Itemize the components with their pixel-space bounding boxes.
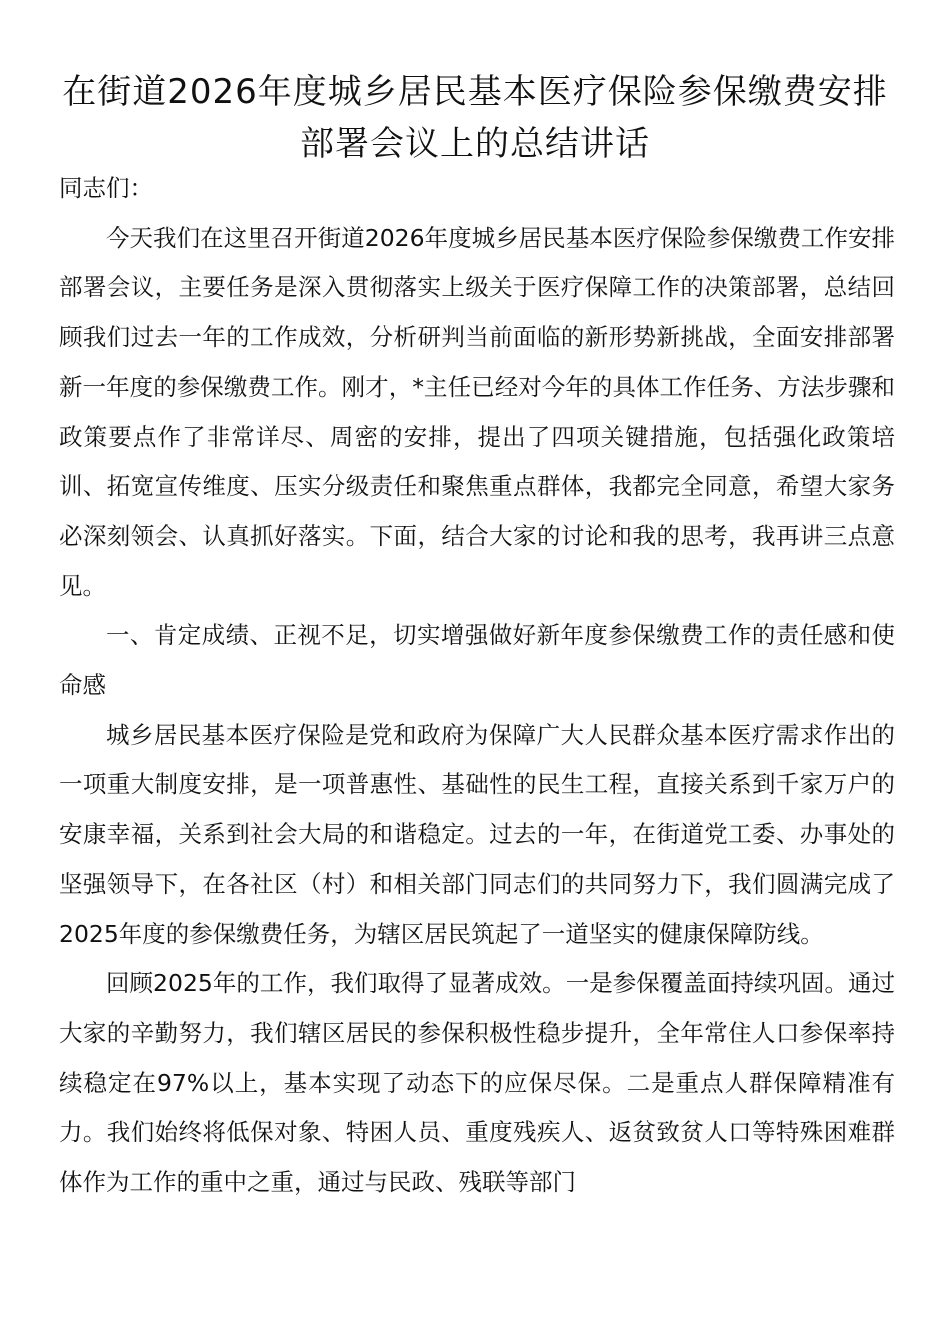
paragraph-review: 回顾2025年的工作，我们取得了显著成效。一是参保覆盖面持续巩固。通过大家的辛勤努力，我们辖区居民的参保积极性稳步提升，全年常住人口参保率持续稳定在97%以上，基本实现了动态下的应保尽保。二是重点人群保障精准有力。我们始终将低保对象、特困人员、重度残疾人、返贫致贫人口等特殊困难群体作为工作的重中之重，通过与民政、残联等部门 — [59, 969, 895, 1197]
salutation: 同志们： — [59, 174, 153, 202]
paragraph-significance: 城乡居民基本医疗保险是党和政府为保障广大人民群众基本医疗需求作出的一项重大制度安排，是一项普惠性、基础性的民生工程，直接关系到千家万户的安康幸福，关系到社会大局的和谐稳定。过去的一年，在街道党工委、办事处的坚强领导下，在各社区（村）和相关部门同志们的共同努力下，我们圆满完成了2025年度的参保缴费任务，为辖区居民筑起了一道坚实的健康保障防线。 — [59, 720, 895, 948]
section-heading-1: 一、肯定成绩、正视不足，切实增强做好新年度参保缴费工作的责任感和使命感 — [59, 621, 895, 700]
document-body — [59, 164, 895, 1208]
document-title: 在街道2026年度城乡居民基本医疗保险参保缴费安排部署会议上的总结讲话 — [62, 72, 888, 164]
paragraph-opening: 今天我们在这里召开街道2026年度城乡居民基本医疗保险参保缴费工作安排部署会议，主要任务是深入贯彻落实上级关于医疗保障工作的决策部署，总结回顾我们过去一年的工作成效，分析研判当前面临的新形势新挑战，全面安排部署新一年度的参保缴费工作。刚才，*主任已经对今年的具体工作任务、方法步骤和政策要点作了非常详尽、周密的安排，提出了四项关键措施，包括强化政策培训、拓宽宣传维度、压实分级责任和聚焦重点群体，我都完全同意，希望大家务必深刻领会、认真抓好落实。下面，结合大家的讨论和我的思考，我再讲三点意见。 — [59, 223, 895, 600]
